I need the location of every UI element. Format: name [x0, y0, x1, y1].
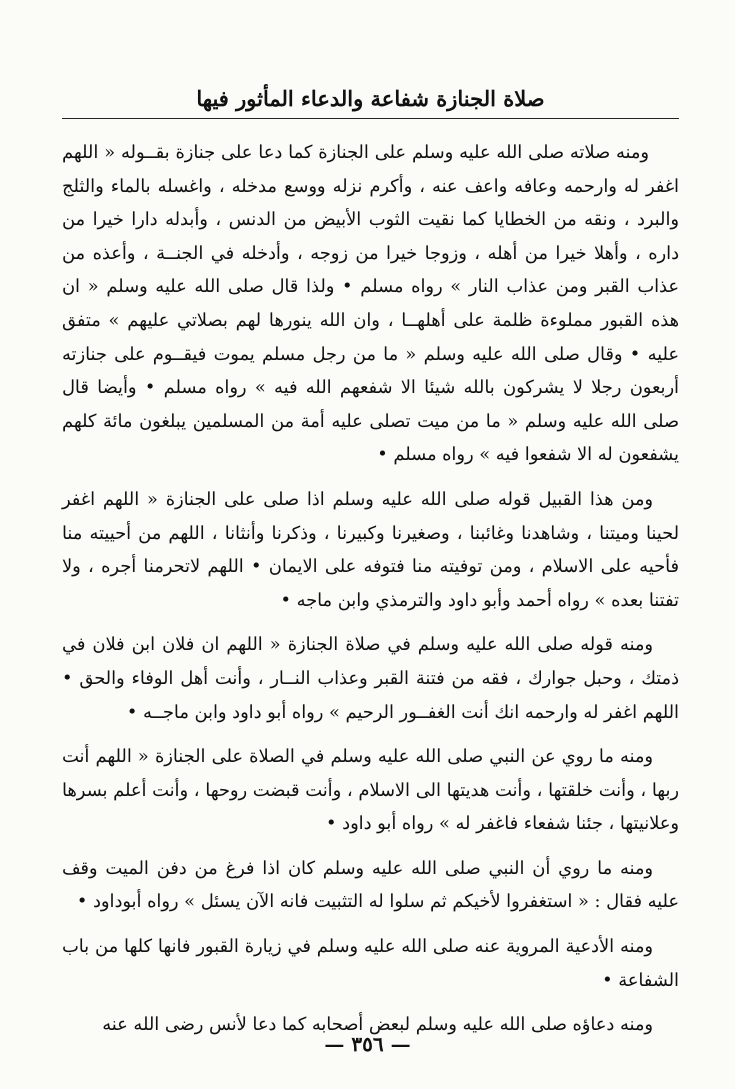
body-text: [62, 136, 679, 1053]
running-header: صلاة الجنازة شفاعة والدعاء المأثور فيها: [62, 84, 679, 119]
paragraph: ومنه ما روي أن النبي صلى الله عليه وسلم كان اذا فرغ من دفن الميت وقف عليه فقال : « استغفروا لأخيكم ثم سلوا له التثبيت فانه الآن يسئل » رواه أبوداود •: [62, 857, 679, 913]
paragraph: ومن هذا القبيل قوله صلى الله عليه وسلم اذا صلى على الجنازة « اللهم اغفر لحينا وميتنا ، وشاهدنا وغائبنا ، وصغيرنا وكبيرنا ، وذكرنا وأنثانا ، اللهم من أحييته منا فأحيه على الاسلام ، ومن توفيته منا فتوفه على الايمان • اللهم لاتحرمنا أجره ، ولا تفتنا بعده » رواه أحمد وأبو داود والترمذي وابن ماجه •: [62, 488, 679, 611]
paragraph: ومنه صلاته صلى الله عليه وسلم على الجنازة كما دعا على جنازة بقــوله « اللهم اغفر له وارحمه وعافه واعف عنه ، وأكرم نزله ووسع مدخله ، واغسله بالماء والثلج والبرد ، ونقه من الخطايا كما نقيت الثوب الأبيض من الدنس ، وأبدله دارا خيرا من داره ، وأهلا خيرا من أهله ، وزوجا خيرا من زوجه ، وأدخله في الجنــة ، وأعذه من عذاب القبر ومن عذاب النار » رواه مسلم • ولذا قال صلى الله عليه وسلم « ان هذه القبور مملوءة ظلمة على أهلهــا ، وان الله ينورها لهم بصلاتي عليهم » متفق عليه • وقال صلى الله عليه وسلم « ما من رجل مسلم يموت فيقــوم على جنازته أربعون رجلا لا يشركون بالله شيئا الا شفعهم الله فيه » رواه مسلم • وأيضا قال صلى الله عليه وسلم « ما من ميت تصلى عليه أمة من المسلمين يبلغون مائة كلهم يشفعون له الا شفعوا فيه » رواه مسلم •: [62, 142, 679, 466]
paragraph: ومنه قوله صلى الله عليه وسلم في صلاة الجنازة « اللهم ان فلان ابن فلان في ذمتك ، وحبل جوارك ، فقه من فتنة القبر وعذاب النــار ، وأنت أهل الوفاء والحق • اللهم اغفر له وارحمه انك أنت الغفــور الرحيم » رواه أبو داود وابن ماجــه •: [62, 634, 679, 723]
page-number: — ٣٥٦ —: [324, 1032, 411, 1056]
paragraph: ومنه الأدعية المروية عنه صلى الله عليه وسلم في زيارة القبور فانها كلها من باب الشفاعة •: [62, 936, 679, 991]
paragraph: ومنه دعاؤه صلى الله عليه وسلم لبعض أصحابه كما دعا لأنس رضى الله عنه: [102, 1014, 653, 1036]
paragraph: ومنه ما روي عن النبي صلى الله عليه وسلم في الصلاة على الجنازة « اللهم أنت ربها ، وأنت خلقتها ، وأنت هديتها الى الاسلام ، وأنت قبضت روحها ، وأنت أعلم بسرها وعلانيتها ، جئنا شفعاء فاغفر له » رواه أبو داود •: [62, 746, 679, 835]
